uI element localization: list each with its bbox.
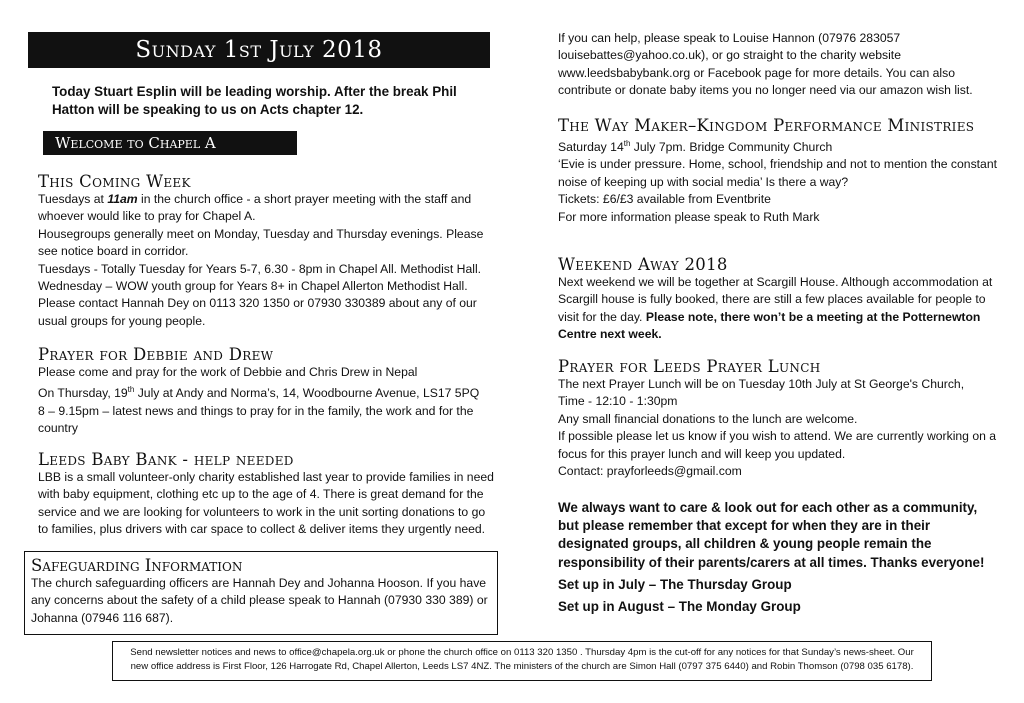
safeguarding-heading: Safeguarding Information <box>31 556 243 575</box>
way-maker-sup: th <box>623 139 631 148</box>
footer-line1: Send newsletter notices and news to office@chapela.org.uk or phone the church office on 0113 320 1350 . Thursday 4pm is the cut-off for any notices for that Sunday’s news-sheet. Our <box>130 647 914 658</box>
footer-box <box>112 641 932 681</box>
way-maker-heading: The Way Maker–Kingdom Performance Ministries <box>558 116 975 135</box>
way-maker-line3: Tickets: £6/£3 available from Eventbrite <box>558 192 771 207</box>
prayer-lunch-heading: Prayer for Leeds Prayer Lunch <box>558 357 821 376</box>
prayer-lunch-line4: If possible please let us know if you wish to attend. We are currently working on a focus for this prayer lunch and will keep you updated. <box>558 429 997 461</box>
care-text: We always want to care & look out for each other as a community, but please remember that except for when they are in their designated groups, all children & young people remain the responsibility of their parents/carers at all times. Thanks everyone! <box>558 500 985 570</box>
weekend-body: Next weekend we will be together at Scargill House. Although accommodation at Scargill house is fully booked, there are still a few places available for people to visit for the day. <box>558 275 993 324</box>
safeguarding-box <box>24 551 498 635</box>
prayer-debbie-sup: th <box>127 385 135 395</box>
coming-week-text <box>38 191 498 226</box>
intro-text: Today Stuart Esplin will be leading worship. After the break Phil Hatton will be speaking to us on Acts chapter 12. <box>52 84 457 117</box>
prayer-lunch-line2: Time - 12:10 - 1:30pm <box>558 394 678 409</box>
section-prayer-debbie <box>38 345 498 438</box>
prayer-debbie-heading: Prayer for Debbie and Drew <box>38 345 274 364</box>
baby-bank-heading: Leeds Baby Bank - help needed <box>38 450 294 469</box>
coming-week-line3: Tuesdays - Totally Tuesday for Years 5-7, 6.30 - 8pm in Chapel All. Methodist Hall. <box>38 261 482 276</box>
baby-bank-cont-text: If you can help, please speak to Louise Hannon (07976 283057 louisebattes@yahoo.co.uk), or go straight to the charity website www.leedsbabybank.org or Facebook page for more details. You can also contribute or donate baby items you no longer need via our amazon wish list. <box>558 31 973 98</box>
way-maker-line1 <box>558 135 1003 156</box>
way-maker-line2: ‘Evie is under pressure. Home, school, friendship and not to mention the constant noise of keeping up with social media’ Is there a way? <box>558 157 997 189</box>
way-maker-line4: For more information please speak to Ruth Mark <box>558 209 820 224</box>
section-coming-week <box>38 172 498 330</box>
weekend-note: Please note, there won’t be a meeting at the Potternewton Centre next week. <box>558 309 981 342</box>
weekend-text <box>558 274 1003 344</box>
coming-week-line2: Housegroups generally meet on Monday, Tuesday and Thursday evenings. Please see notice board in corridor. <box>38 226 484 259</box>
section-way-maker <box>558 116 1003 226</box>
prayer-lunch-line1: The next Prayer Lunch will be on Tuesday 10th July at St George's Church, <box>558 377 965 391</box>
page-title: Sunday 1st July 2018 <box>28 32 490 68</box>
setup-july: Set up in July – The Thursday Group <box>558 576 792 592</box>
weekend-heading: Weekend Away 2018 <box>558 255 728 274</box>
coming-week-line1-prefix: Tuesdays at <box>38 192 108 206</box>
footer-line2: new office address is First Floor, 126 Harrogate Rd, Chapel Allerton, Leeds LS7 4NZ. The ministers of the church are Simon Hall (0797 375 6440) and Robin Thomson (0798 035 6178). <box>130 661 914 672</box>
prayer-debbie-date: On Thursday, 19 <box>38 386 128 401</box>
coming-week-line1-suffix: in the church office - a short prayer meeting with the staff and whoever would like to pray for Chapel A. <box>38 192 472 224</box>
setup-august: Set up in August – The Monday Group <box>558 599 801 615</box>
prayer-debbie-line2 <box>38 381 498 402</box>
prayer-debbie-line3: 8 – 9.15pm – latest news and things to pray for in the family, the work and for the country <box>38 403 474 436</box>
baby-bank-text: LBB is a small volunteer-only charity established last year to provide families in need with baby equipment, clothing etc up to the age of 4. There is great demand for the service and we are looking for volunteers to work in the unit sorting donations to go to families, plus drivers with car space to collect & deliver items they urgently need. <box>38 470 494 537</box>
prayer-debbie-venue: July at Andy and Norma’s, 14, Woodbourne Avenue, LS17 5PQ <box>134 386 480 401</box>
way-maker-venue: July 7pm. Bridge Community Church <box>630 140 833 155</box>
coming-week-line5: Please contact Hannah Dey on 0113 320 1350 or 07930 330389 about any of our usual groups for young people. <box>38 296 477 328</box>
prayer-debbie-line1: Please come and pray for the work of Debbie and Chris Drew in Nepal <box>38 365 418 379</box>
safeguarding-text: The church safeguarding officers are Hannah Dey and Johanna Hooson. If you have any concerns about the safety of a child please speak to Hannah (07930 330 389) or Johanna (07946 116 687). <box>31 576 488 625</box>
coming-week-heading: This Coming Week <box>38 172 191 191</box>
section-weekend-away <box>558 255 1003 344</box>
coming-week-time: 11am <box>107 192 138 206</box>
coming-week-line4: Wednesday – WOW youth group for Years 8+ in Chapel Allerton Methodist Hall. <box>38 279 468 294</box>
prayer-lunch-line3: Any small financial donations to the lunch are welcome. <box>558 411 858 426</box>
way-maker-date: Saturday 14 <box>558 140 624 155</box>
baby-bank-continued <box>558 30 1003 100</box>
welcome-banner: Welcome to Chapel A <box>43 131 297 155</box>
section-baby-bank <box>38 450 498 539</box>
section-prayer-lunch <box>558 357 1003 480</box>
care-notice <box>558 499 998 620</box>
prayer-lunch-line5: Contact: prayforleeds@gmail.com <box>558 464 742 479</box>
